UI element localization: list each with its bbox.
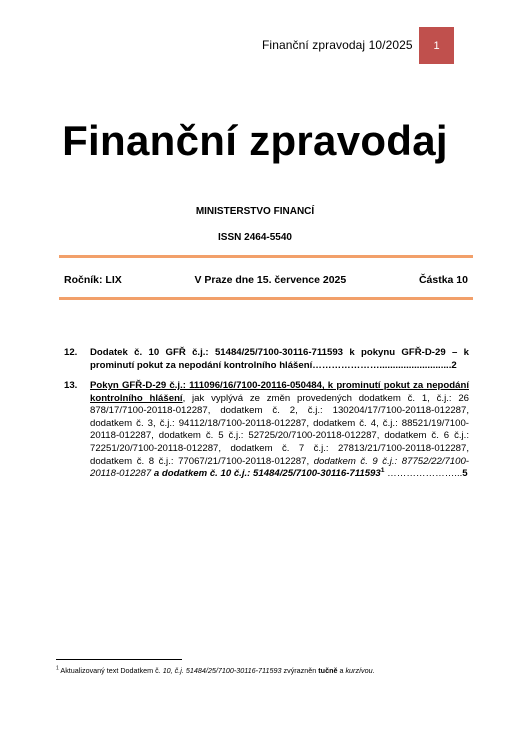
divider-top xyxy=(59,255,473,258)
publisher-name: MINISTERSTVO FINANCÍ xyxy=(195,206,315,217)
toc-entry-page: 5 xyxy=(462,468,468,480)
volume-label: Ročník: LIX xyxy=(64,274,122,286)
toc-entry-page: 2 xyxy=(451,359,457,371)
issue-meta-row xyxy=(64,274,468,286)
running-header-title: Finanční zpravodaj 10/2025 xyxy=(262,38,413,52)
issue-date: V Praze dne 15. července 2025 xyxy=(194,274,347,286)
footnote: $^1$ Aktualizovaný text Dodatkem č. 10, č.j. 51484/25/7100-30116-711593 zvýrazněn tučně a kurzívou. xyxy=(56,665,375,675)
toc-entry-text: Pokyn GFŘ-D-29 č.j.: 111096/16/7100-20116-050484, k prominutí pokut za nepodání kontrolního hlášení, jak vyplývá ze změn provedených dodatkem č. 1, č.j.: 26 878/17/7100-20118-012287, dodatkem č. 2, č.j.: 130204/17/7100-20118-012287, dodatkem č. 3, č.j.: 94112/18/7100-20118-012287, dodatkem č. 4, č.j.: 88521/19/7100-20118-012287, dodatkem č. 5 č.j.: 52725/20/7100-20118-012287, dodatkem č. 6 č.j.: 72251/20/7100-20118-012287, dodatkem č. 7 č.j.: 27813/21/7100-20118-012287, dodatkem č. 8 č.j.: 77067/21/7100-20118-012287, dodatkem č. 9 č.j.: 87752/22/7100-20118-012287 a dodatkem č. 10 č.j.: 51484/25/7100-30116-711593$^1$ …………………...5 xyxy=(90,380,469,480)
toc-entry-number: 13. xyxy=(64,380,78,391)
footnote-reference: 1 xyxy=(380,466,385,474)
toc-entry-text: Dodatek č. 10 GFŘ č.j.: 51484/25/7100-30116-711593 k pokynu GFŘ-D-29 – k prominutí pokut za nepodání kontrolního hlášení…………………...........................2 xyxy=(90,347,469,371)
document-title: Finanční zpravodaj xyxy=(62,117,448,164)
footnote-marker: 1 xyxy=(56,665,59,672)
divider-bottom xyxy=(59,297,473,300)
toc-entry-13[interactable] xyxy=(64,380,469,481)
part-label: Částka 10 xyxy=(418,274,468,286)
toc-entry-12[interactable] xyxy=(64,347,469,372)
toc-entry-number: 12. xyxy=(64,347,78,358)
footnote-separator xyxy=(56,659,182,660)
page-number-badge: 1 xyxy=(419,27,454,64)
issn-number: ISSN 2464-5540 xyxy=(218,232,292,243)
